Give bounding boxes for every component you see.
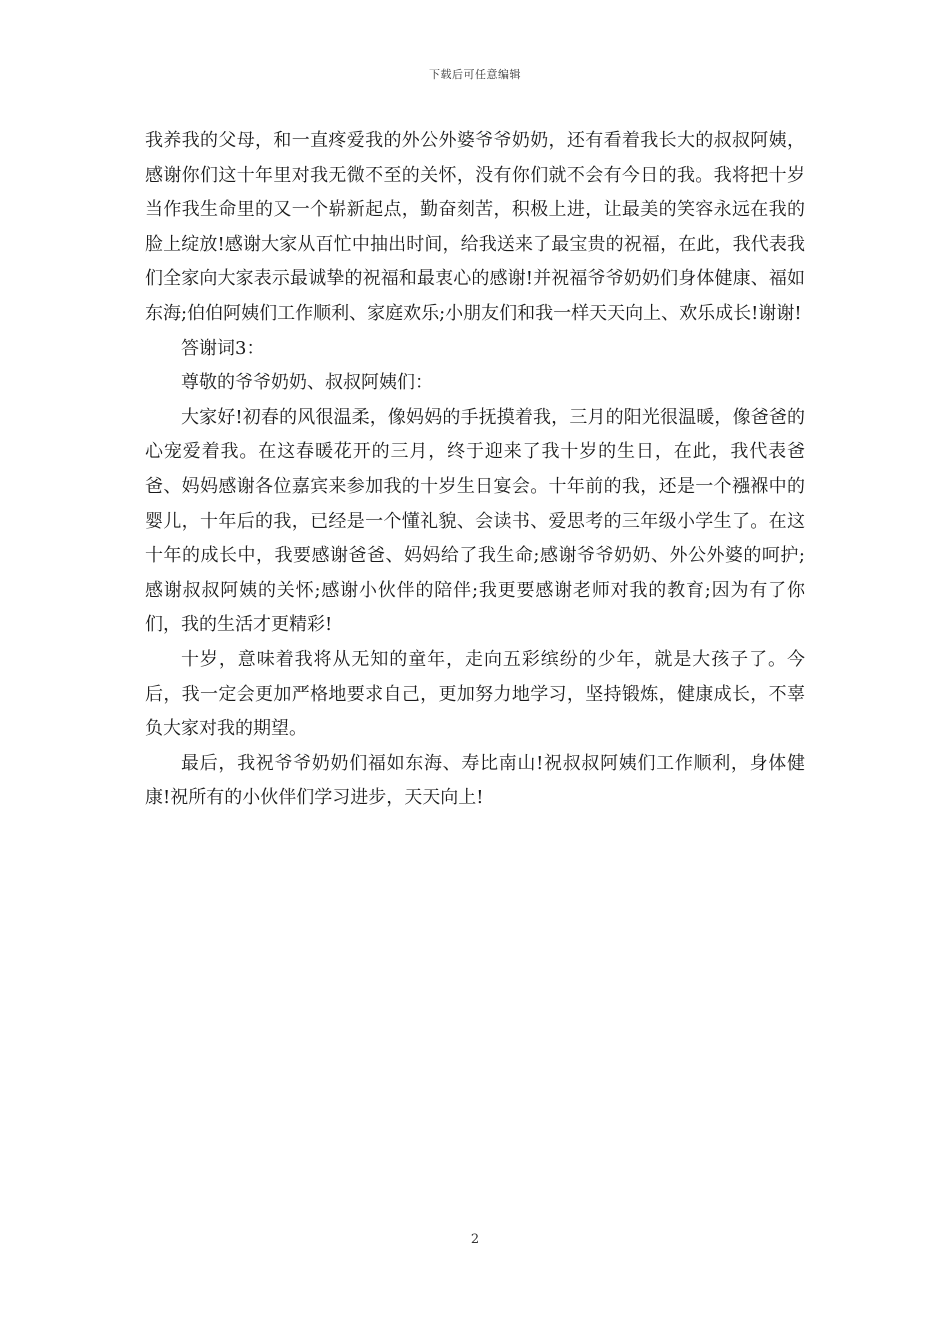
page-header: 下载后可任意编辑 [429, 68, 521, 81]
page-number: 2 [470, 1232, 480, 1247]
section-heading-speech-3: 答谢词3： [181, 337, 265, 359]
paragraph-thanks-family: 我养我的父母，和一直疼爱我的外公外婆爷爷奶奶，还有看着我长大的叔叔阿姨，感谢你们这十年里对我无微不至的关怀，没有你们就不会有今日的我。我将把十岁当作我生命里的又一个崭新起点，勤奋刻苦，积极上进，让最美的笑容永远在我的脸上绽放!感谢大家从百忙中抽出时间，给我送来了最宝贵的祝福，在此，我代表我们全家向大家表示最诚挚的祝福和最衷心的感谢!并祝福爷爷奶奶们身体健康、福如东海;伯伯阿姨们工作顺利、家庭欢乐;小朋友们和我一样天天向上、欢乐成长!谢谢! [145, 130, 805, 324]
paragraph-greeting: 大家好!初春的风很温柔，像妈妈的手抚摸着我，三月的阳光很温暖，像爸爸的心宠爱着我。在这春暖花开的三月，终于迎来了我十岁的生日，在此，我代表爸爸、妈妈感谢各位嘉宾来参加我的十岁生日宴会。十年前的我，还是一个襁褓中的婴儿，十年后的我，已经是一个懂礼貌、会读书、爱思考的三年级小学生了。在这十年的成长中，我要感谢爸爸、妈妈给了我生命;感谢爷爷奶奶、外公外婆的呵护;感谢叔叔阿姨的关怀;感谢小伙伴的陪伴;我更要感谢老师对我的教育;因为有了你们，我的生活才更精彩! [145, 406, 805, 636]
paragraph-closing-wishes: 最后，我祝爷爷奶奶们福如东海、寿比南山!祝叔叔阿姨们工作顺利，身体健康!祝所有的小伙伴们学习进步，天天向上! [145, 752, 805, 809]
salutation: 尊敬的爷爷奶奶、叔叔阿姨们： [181, 372, 433, 394]
document-body [145, 124, 805, 816]
paragraph-ten-years: 十岁，意味着我将从无知的童年，走向五彩缤纷的少年，就是大孩子了。今后，我一定会更加严格地要求自己，更加努力地学习，坚持锻炼，健康成长，不辜负大家对我的期望。 [145, 648, 805, 740]
